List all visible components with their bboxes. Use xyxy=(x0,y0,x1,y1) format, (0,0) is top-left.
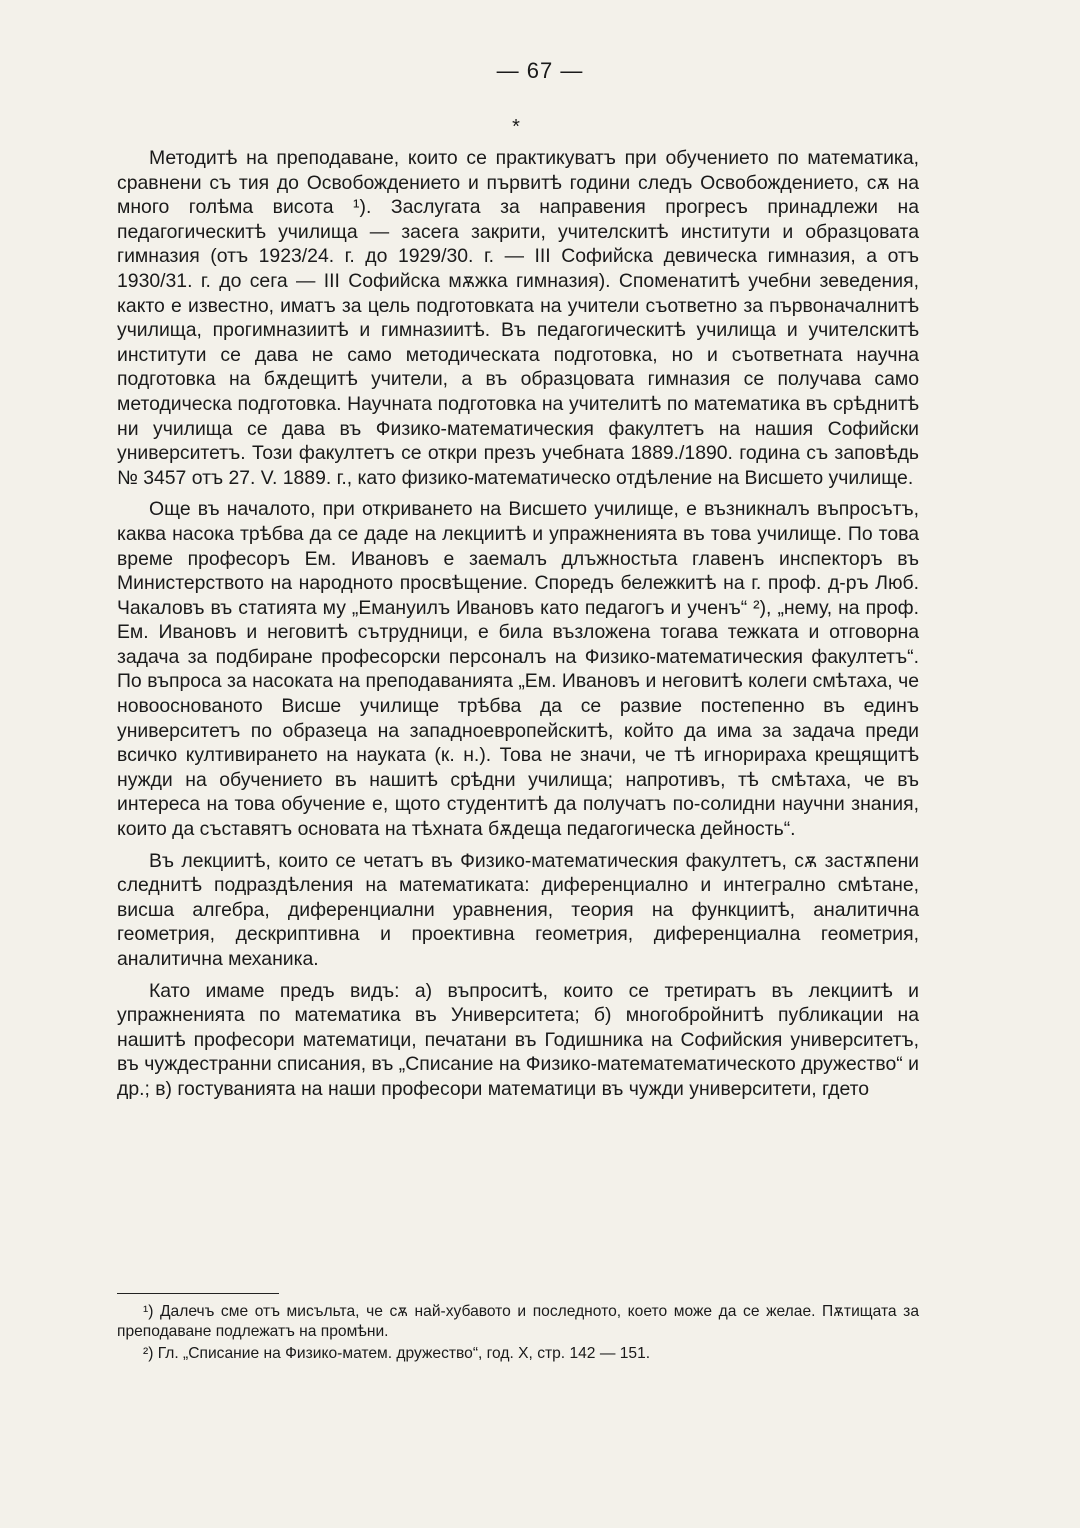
paragraph-teaching-methods: Методитѣ на преподаване, които се практикуватъ при обучението по математика, сравнени съ тия до Освобождението и първитѣ години следъ Освобождението, сѫ на много голѣма висота ¹). Заслугата за направения прогресъ принадлежи на педагогическитѣ училища — засега закрити, учителскитѣ институти и образцовата гимназия (отъ 1923/24. г. до 1929/30. г. — III Софийска девическа гимназия, а отъ 1930/31. г. до сега — III Софийска мѫжка гимназия). Споменатитѣ учебни зеведения, както е известно, иматъ за цель подготовката на учители съответно за първоначалнитѣ училища, прогимназиитѣ и гимназиитѣ. Въ педагогическитѣ училища и учителскитѣ институти се дава не само методическата подготовка, но и съответната научна подготовка на бѫдещитѣ учители, а въ образцовата гимназия се получава само методическа подготовка. Научната подготовка на учителитѣ по математика въ срѣднитѣ ни училища се дава въ Физико-математическия факултетъ на нашия Софийски университетъ. Този факултетъ се откри презъ учебната 1889./1890. година съ заповѣдь № 3457 отъ 27. V. 1889. г., като физико-математическо отдѣление на Висшето училище. xyxy=(117,147,919,489)
footnote-2: ²) Гл. „Списание на Физико-матем. дружество“, год. X, стр. 142 — 151. xyxy=(143,1345,651,1362)
footnotes xyxy=(117,1302,919,1366)
section-asterisk: * xyxy=(512,116,520,138)
body-text xyxy=(117,146,919,1109)
footnote-1: ¹) Далечъ сме отъ мисъльта, че сѫ най-хубавото и последното, което може да се желае. Пѫтищата за преподаване подлежатъ на промѣни. xyxy=(117,1303,919,1340)
paragraph-considerations: Като имаме предъ видъ: а) въпроситѣ, които се третиратъ въ лекциитѣ и упражненията по математика въ Университета; б) многобройнитѣ публикации на нашитѣ професори математици, печатани въ Годишника на Софийския университетъ, въ чуждестранни списания, въ „Списание на Физико-математематическото дружество“ и др.; в) гостуванията на наши професори математици въ чужди университети, гдето xyxy=(117,979,919,1100)
footnote-divider xyxy=(117,1293,279,1294)
paragraph-higher-school-origins: Още въ началото, при откриването на Висшето училище, е възникналъ въпросътъ, каква насока трѣбва да се даде на лекциитѣ и упражненията въ това училище. По това време професоръ Ем. Ивановъ е заемалъ длъжностьта главенъ инспекторъ въ Министерството на народното просвѣщение. Споредъ бележкитѣ на г. проф. д-ръ Люб. Чакаловъ въ статията му „Емануилъ Ивановъ като педагогъ и ученъ“ ²), „нему, на проф. Ем. Ивановъ и неговитѣ сътрудници, е била възложена тогава тежката и отговорна задача за подбиране професорски персоналъ на Физико-математическия факултетъ“. По въпроса за насоката на преподаванията „Ем. Ивановъ и неговитѣ колеги смѣтаха, че новооснованото Висше училище трѣбва да се развие постепенно въ единъ университетъ по образеца на западноевропейскитѣ, който да има за задача преди всичко култивирането на науката (к. н.). Това не значи, че тѣ игнорираха крещящитѣ нужди на обучението въ нашитѣ срѣдни училища; напротивъ, тѣ смѣтаха, че въ интереса на това обучение е, щото студентитѣ да получатъ по-солидни научни знания, които да съставятъ основата на тѣхната бѫдеща педагогическа дейность“. xyxy=(117,498,919,841)
page-number: — 67 — xyxy=(496,58,584,83)
paragraph-lecture-subjects: Въ лекциитѣ, които се четатъ въ Физико-математическия факултетъ, сѫ застѫпени следнитѣ подраздѣления на математиката: диференциално и интегрално смѣтане, висша алгебра, диференциални уравнения, теория на функциитѣ, аналитична геометрия, дескриптивна и проективна геометрия, диференциална геометрия, аналитична механика. xyxy=(117,849,919,970)
